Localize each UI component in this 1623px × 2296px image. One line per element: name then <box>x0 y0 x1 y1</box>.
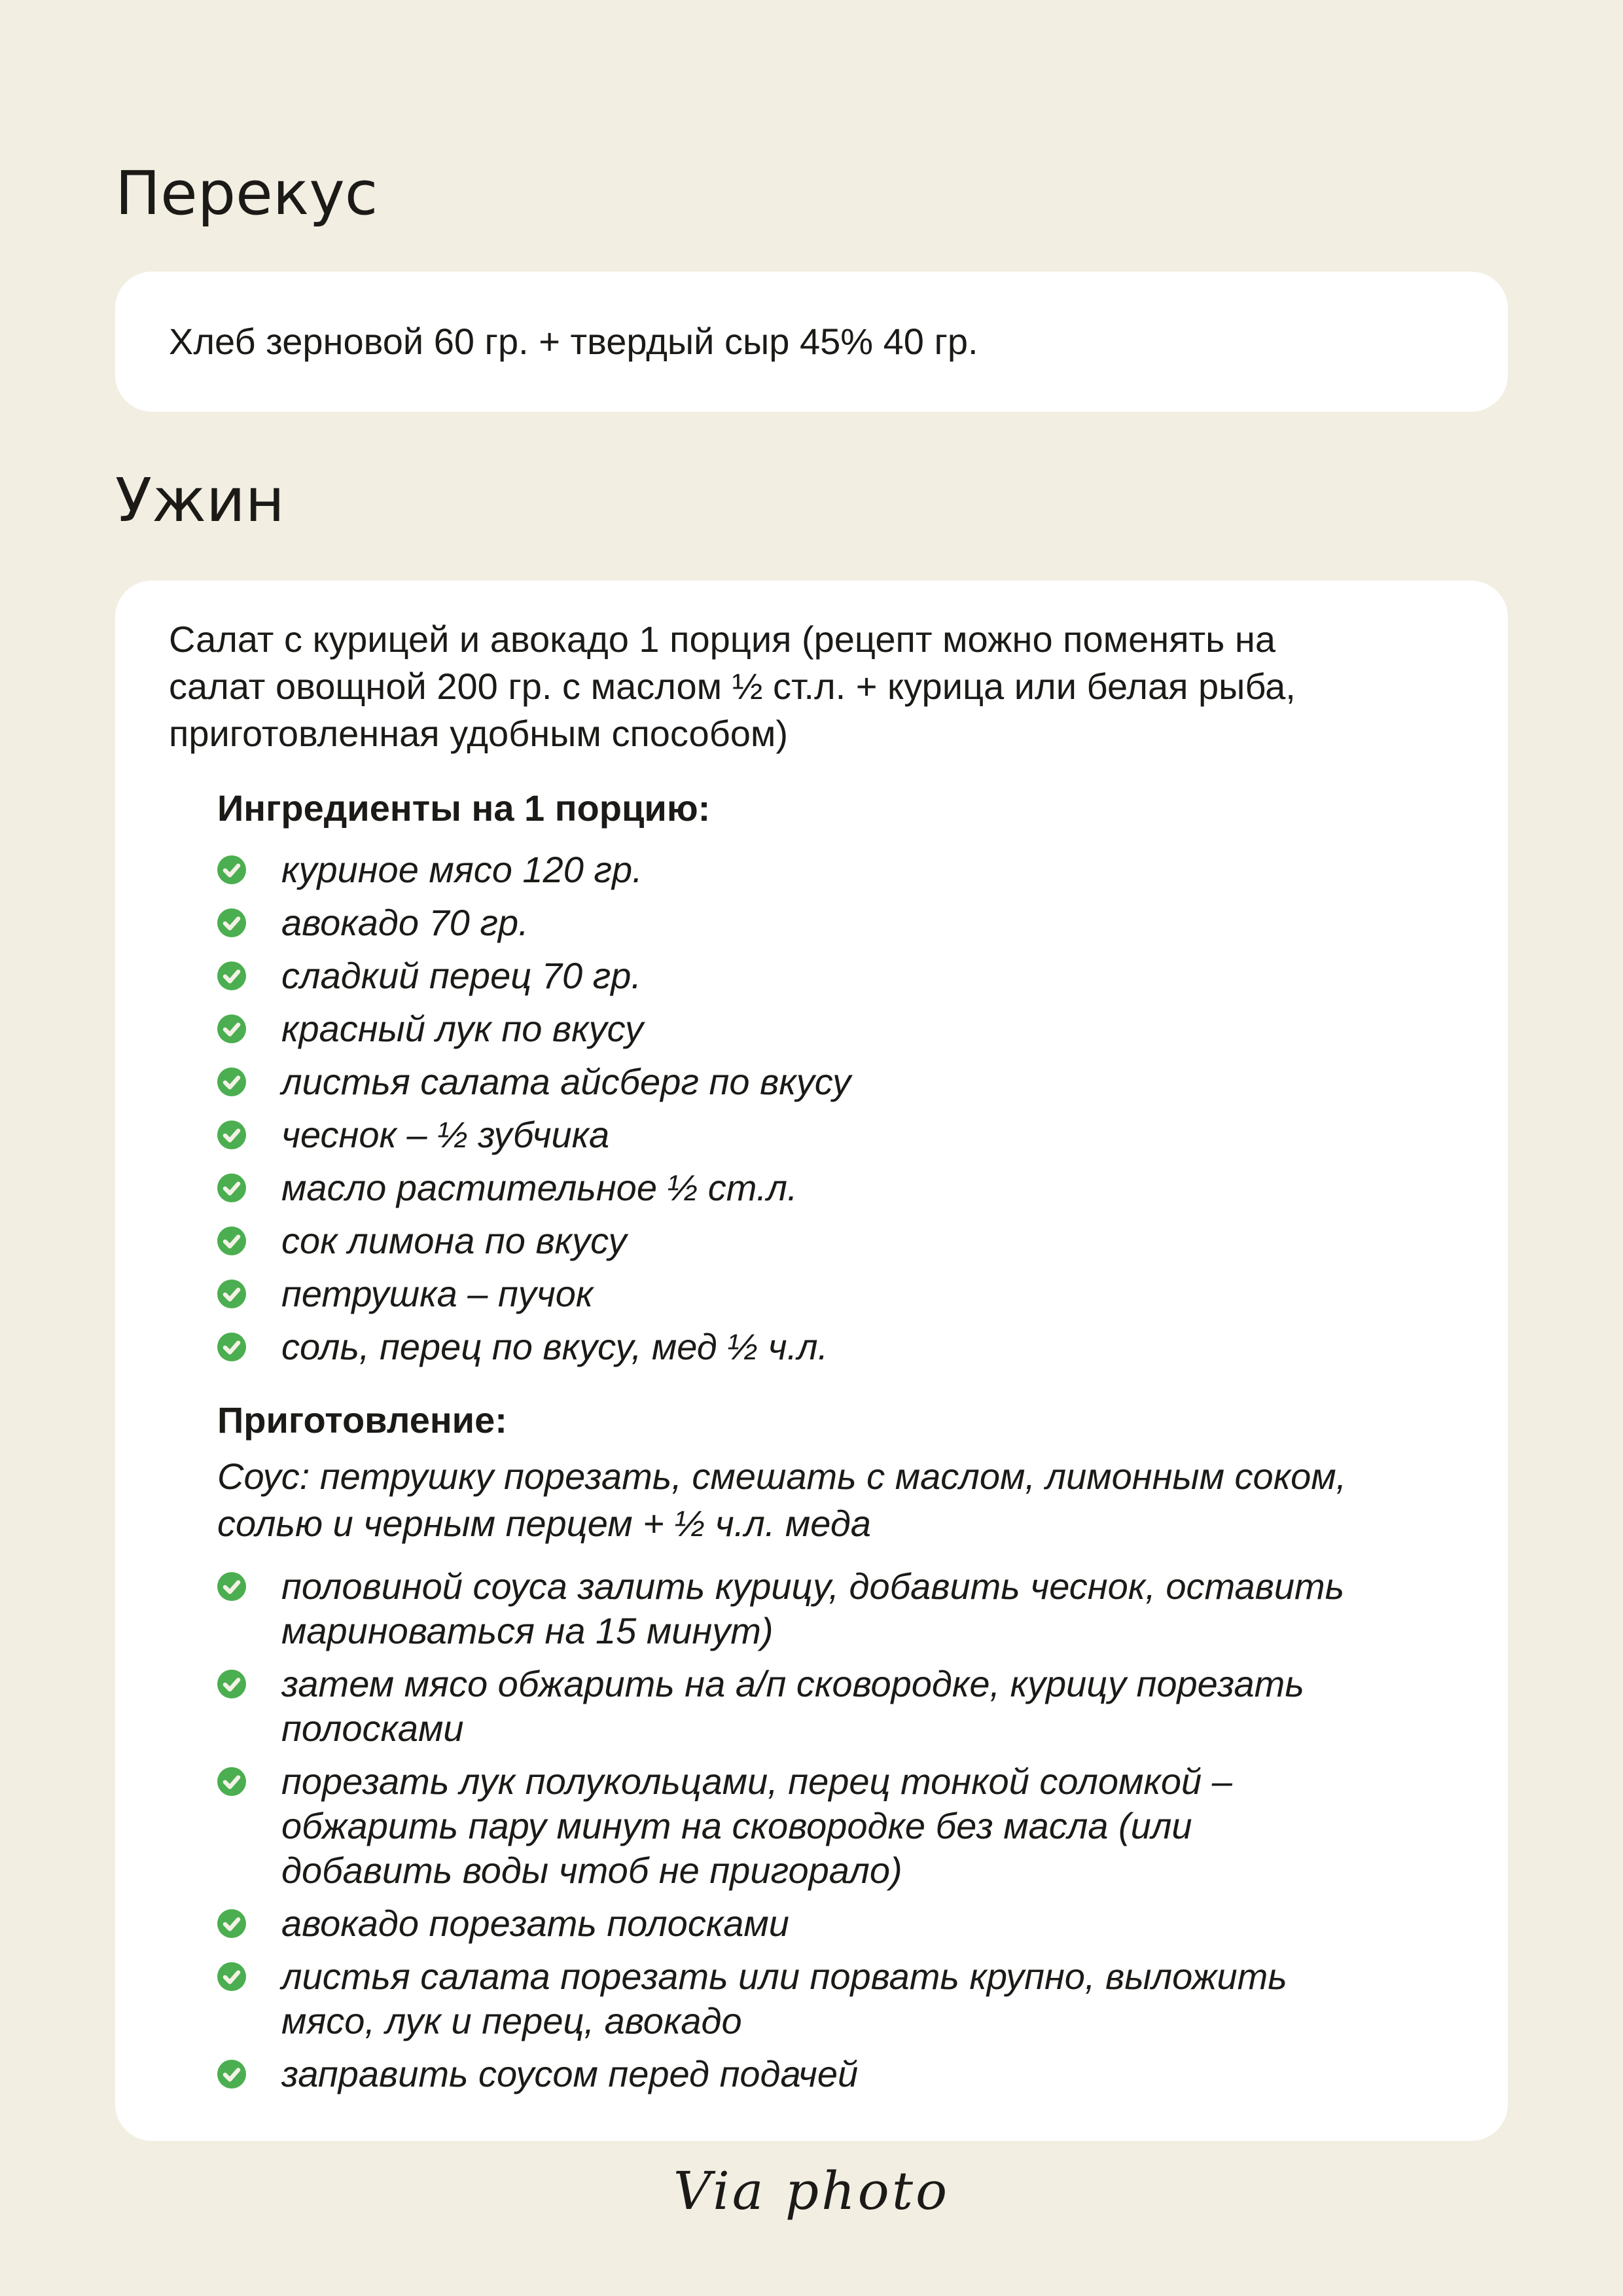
ingredient-item <box>217 1113 1454 1157</box>
step-text: порезать лук полукольцами, перец тонкой соломкой – обжарить пару минут на сковородке без масла (или добавить воды чтоб не пригорало) <box>281 1760 1232 1891</box>
snack-section-title: Перекус <box>115 158 378 228</box>
ingredient-item <box>217 901 1454 945</box>
snack-card <box>115 272 1508 412</box>
preparation-title: Приготовление: <box>217 1399 507 1441</box>
step-item <box>217 1662 1454 1751</box>
sauce-note-text: Соус: петрушку порезать, смешать с маслом, лимонным соком, солью и черным перцем + ½ ч.л. меда <box>217 1455 1347 1544</box>
ingredient-item <box>217 1166 1454 1210</box>
ingredient-item <box>217 954 1454 998</box>
check-circle-icon <box>217 1174 246 1202</box>
ingredient-text: масло растительное ½ ст.л. <box>281 1166 798 1208</box>
ingredient-text: авокадо 70 гр. <box>281 901 529 943</box>
check-circle-icon <box>217 1280 246 1308</box>
check-circle-icon <box>217 1333 246 1361</box>
step-item <box>217 1954 1454 2043</box>
check-circle-icon <box>217 2060 246 2089</box>
ingredient-item <box>217 1219 1454 1263</box>
ingredient-item <box>217 1007 1454 1051</box>
step-item <box>217 1901 1454 1946</box>
step-item <box>217 2052 1454 2096</box>
signature: Via photo <box>673 2160 950 2221</box>
ingredient-item <box>217 1060 1454 1104</box>
step-text: затем мясо обжарить на а/п сковородке, курицу порезать полосками <box>281 1662 1304 1749</box>
step-text: заправить соусом перед подачей <box>281 2053 859 2094</box>
ingredient-item <box>217 1272 1454 1316</box>
step-item <box>217 1564 1454 1653</box>
preparation-steps-list <box>217 1564 1454 2096</box>
check-circle-icon <box>217 1572 246 1601</box>
snack-card-text: Хлеб зерновой 60 гр. + твердый сыр 45% 40 гр. <box>169 321 978 363</box>
dinner-card <box>115 581 1508 2141</box>
ingredient-text: чеснок – ½ зубчика <box>281 1113 610 1155</box>
ingredient-text: петрушка – пучок <box>281 1272 594 1314</box>
check-circle-icon <box>217 961 246 990</box>
dinner-intro-text: Салат с курицей и авокадо 1 порция (рецепт можно поменять на салат овощной 200 гр. с маслом ½ ст.л. + курица или белая рыба, приготовленная удобным способом) <box>169 618 1296 754</box>
check-circle-icon <box>217 1014 246 1043</box>
ingredient-text: сладкий перец 70 гр. <box>281 954 641 996</box>
check-circle-icon <box>217 1067 246 1096</box>
ingredients-title: Ингредиенты на 1 порцию: <box>217 787 711 829</box>
ingredient-text: соль, перец по вкусу, мед ½ ч.л. <box>281 1325 829 1367</box>
ingredient-text: куриное мясо 120 гр. <box>281 848 643 890</box>
check-circle-icon <box>217 1227 246 1255</box>
check-circle-icon <box>217 1909 246 1938</box>
check-circle-icon <box>217 1962 246 1991</box>
step-text: половиной соуса залить курицу, добавить чеснок, оставить мариноваться на 15 минут) <box>281 1565 1345 1651</box>
check-circle-icon <box>217 908 246 937</box>
step-item <box>217 1759 1454 1893</box>
ingredient-item <box>217 848 1454 892</box>
check-circle-icon <box>217 1121 246 1149</box>
check-circle-icon <box>217 1670 246 1698</box>
ingredient-text: сок лимона по вкусу <box>281 1219 627 1261</box>
check-circle-icon <box>217 1767 246 1796</box>
check-circle-icon <box>217 855 246 884</box>
ingredient-text: красный лук по вкусу <box>281 1007 643 1049</box>
ingredient-text: листья салата айсберг по вкусу <box>281 1060 851 1102</box>
ingredient-item <box>217 1325 1454 1369</box>
step-text: авокадо порезать полосками <box>281 1902 789 1944</box>
dinner-section-title: Ужин <box>115 465 285 536</box>
ingredients-list <box>217 848 1454 1369</box>
step-text: листья салата порезать или порвать крупно, выложить мясо, лук и перец, авокадо <box>281 1955 1287 2041</box>
